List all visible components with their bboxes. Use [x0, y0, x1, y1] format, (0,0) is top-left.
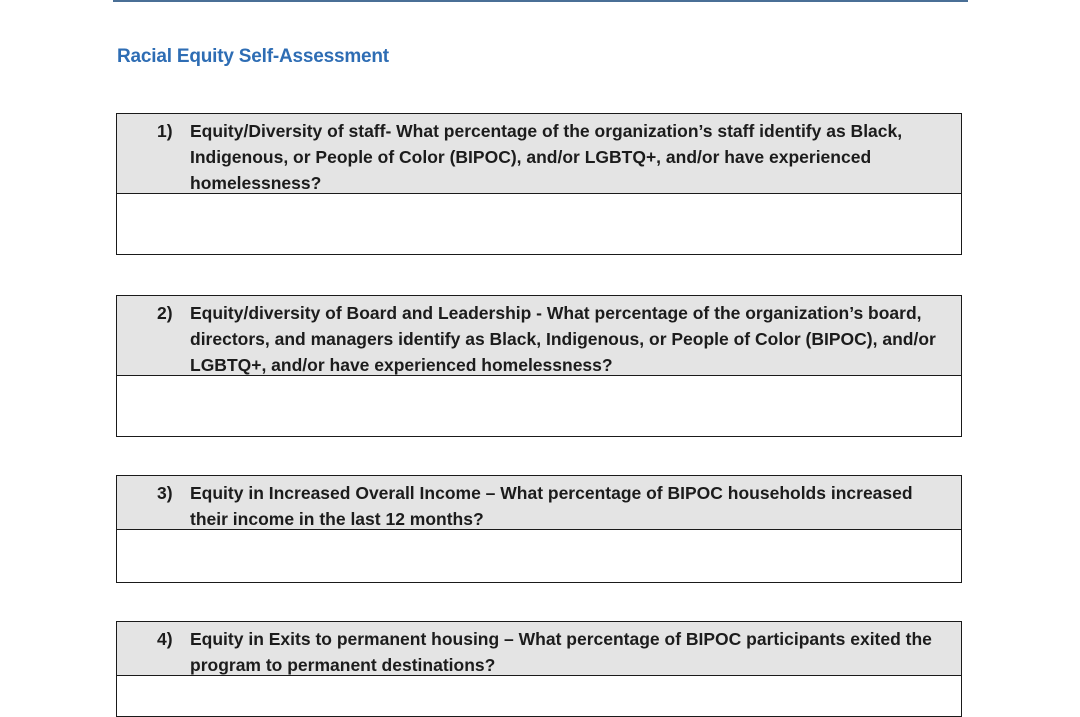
question-text: Equity/diversity of Board and Leadership - What percentage of the organization’s board, directors, and managers identify as Black, Indigenous, or People of Color (BIPOC), and/or LGBTQ+, and/or have experienced homelessness? — [190, 303, 936, 375]
question-number: 2) — [157, 303, 173, 323]
question-number: 3) — [157, 483, 173, 503]
header-rule — [113, 0, 968, 2]
question-number: 1) — [157, 121, 173, 141]
question-text: Equity in Increased Overall Income – What percentage of BIPOC households increased their income in the last 12 months? — [190, 483, 913, 529]
answer-field[interactable] — [117, 376, 961, 436]
question-text: Equity in Exits to permanent housing – What percentage of BIPOC participants exited the program to permanent destinations? — [190, 629, 932, 675]
question-box-4 — [116, 621, 962, 717]
question-header — [117, 476, 961, 530]
question-number: 4) — [157, 629, 173, 649]
question-box-2 — [116, 295, 962, 437]
question-header — [117, 296, 961, 376]
question-text: Equity/Diversity of staff- What percentage of the organization’s staff identify as Black, Indigenous, or People of Color (BIPOC), and/or LGBTQ+, and/or have experienced homelessness? — [190, 121, 903, 193]
answer-field[interactable] — [117, 676, 961, 716]
question-box-3 — [116, 475, 962, 583]
answer-field[interactable] — [117, 530, 961, 582]
question-header — [117, 622, 961, 676]
page-title: Racial Equity Self-Assessment — [117, 46, 389, 67]
answer-field[interactable] — [117, 194, 961, 254]
question-box-1 — [116, 113, 962, 255]
question-header — [117, 114, 961, 194]
